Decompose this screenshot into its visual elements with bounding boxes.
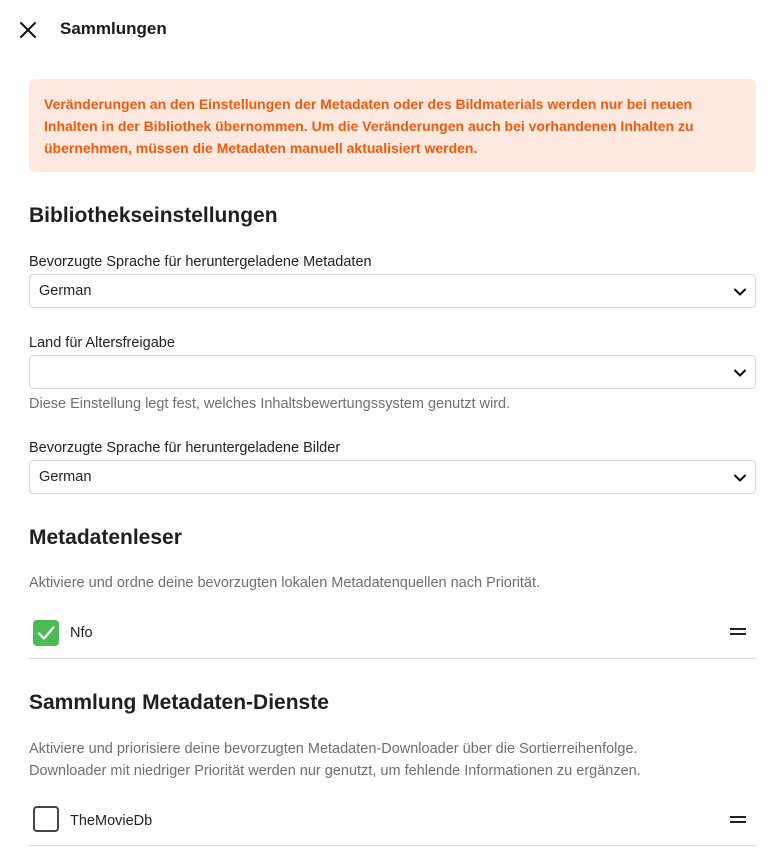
list-item-label: Nfo	[70, 625, 93, 641]
image-language-label: Bevorzugte Sprache für heruntergeladene Bilder	[29, 440, 341, 456]
image-language-value: German	[39, 469, 92, 485]
chevron-down-icon	[733, 471, 747, 485]
chevron-down-icon	[733, 366, 747, 380]
list-item	[29, 806, 756, 846]
checkmark-icon	[33, 620, 59, 646]
nfo-checkbox[interactable]	[33, 620, 59, 646]
drag-handle-icon[interactable]	[730, 816, 746, 826]
metadata-readers-heading: Metadatenleser	[29, 526, 182, 549]
image-language-select[interactable]	[29, 460, 756, 494]
metadata-readers-description: Aktiviere und ordne deine bevorzugten lokalen Metadatenquellen nach Priorität.	[29, 575, 541, 591]
metadata-language-select[interactable]	[29, 274, 756, 308]
header	[0, 0, 776, 60]
metadata-services-description-line1: Aktiviere und priorisiere deine bevorzugten Metadaten-Downloader über die Sortierreihenfolge.	[29, 741, 638, 757]
metadata-language-label: Bevorzugte Sprache für heruntergeladene Metadaten	[29, 254, 372, 270]
themoviedb-checkbox[interactable]	[33, 806, 59, 832]
close-icon[interactable]	[19, 21, 37, 39]
close-button[interactable]	[14, 16, 42, 44]
page-title: Sammlungen	[60, 19, 167, 38]
warning-banner: Veränderungen an den Einstellungen der Metadaten oder des Bildmaterials werden nur bei neuen Inhalten in der Bibliothek übernommen. Um die Veränderungen auch bei vorhandenen Inhalten zu übernehmen, müssen die Metadaten manuell aktualisiert werden.	[29, 79, 756, 172]
rating-country-label: Land für Altersfreigabe	[29, 335, 175, 351]
library-settings-heading: Bibliothekseinstellungen	[29, 204, 278, 227]
metadata-services-heading: Sammlung Metadaten-Dienste	[29, 691, 329, 714]
drag-handle-icon[interactable]	[730, 628, 746, 638]
metadata-services-description-line2: Downloader mit niedriger Priorität werden nur genutzt, um fehlende Informationen zu ergänzen.	[29, 763, 641, 779]
rating-country-select[interactable]	[29, 355, 756, 389]
chevron-down-icon	[733, 285, 747, 299]
metadata-language-value: German	[39, 283, 92, 299]
list-item-label: TheMovieDb	[70, 813, 153, 829]
rating-country-help: Diese Einstellung legt fest, welches Inhaltsbewertungssystem genutzt wird.	[29, 396, 511, 412]
list-item	[29, 620, 756, 659]
